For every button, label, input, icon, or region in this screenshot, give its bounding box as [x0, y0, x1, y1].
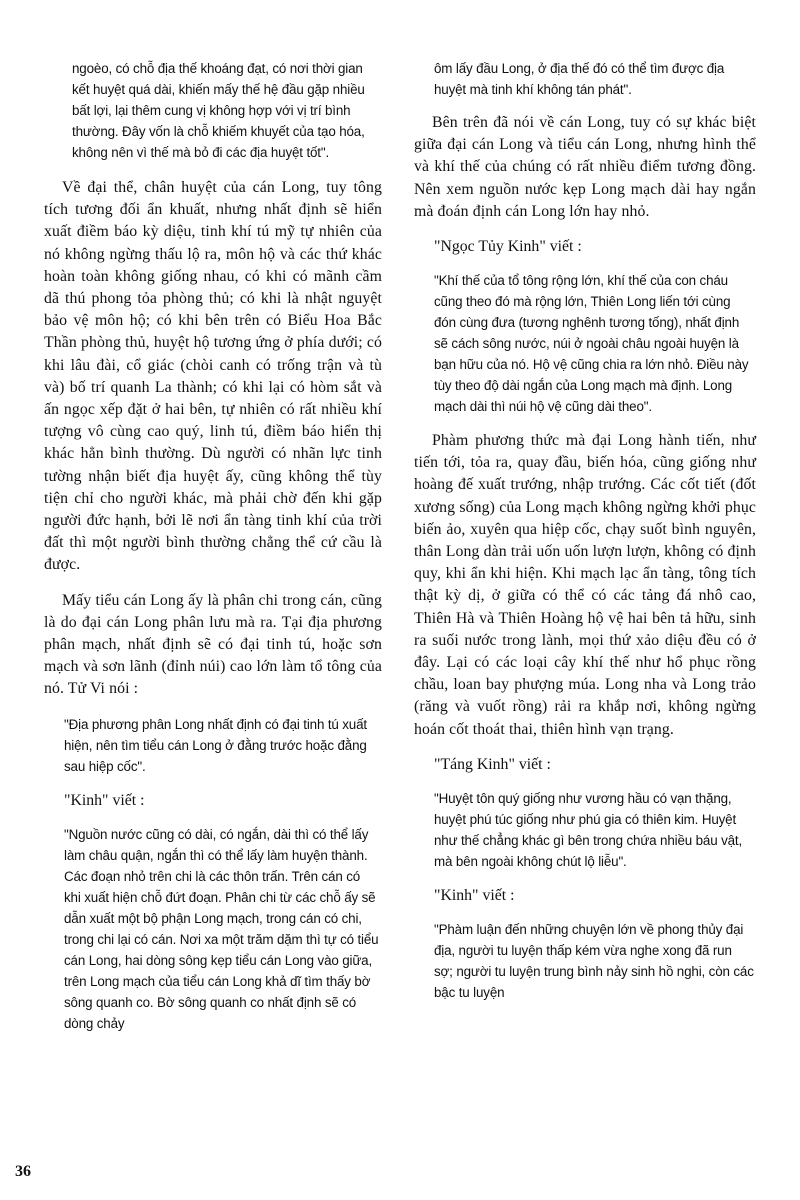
- quote-tang-kinh: "Huyệt tôn quý giống như vương hầu có vạn thặng, huyệt phú túc giống như phú gia có thiên kim. Huyệt như thế chẳng khác gì bên trong chứa nhiều báu vật, mà bên ngoài không chút lộ liễu".: [434, 790, 743, 869]
- quote-continuation: ngoèo, có chỗ địa thế khoáng đạt, có nơi thời gian kết huyệt quá dài, khiến mấy thế hệ đầu gặp nhiều bất lợi, lại thêm cung vị không hợp với vị trí bình thường. Đây vốn là chỗ khiếm khuyết của tạo hóa, không nên vì thế mà bỏ đi các địa huyệt tốt".: [72, 61, 365, 160]
- paragraph: Bên trên đã nói về cán Long, tuy có sự khác biệt giữa đại cán Long và tiểu cán Long, nhưng hình thể và khí thế của chúng có rất nhiều điểm tương đồng. Nên xem nguồn nước kẹp Long mạch dài hay ngắn mà đoán định cán Long lớn hay nhỏ.: [414, 114, 756, 220]
- quote-tu-vi: "Địa phương phân Long nhất định có đại tinh tú xuất hiện, nên tìm tiểu cán Long ở đằng trước hoặc đằng sau hiệp cốc".: [64, 716, 367, 774]
- quote-continuation: ôm lấy đầu Long, ở địa thế đó có thể tìm được địa huyệt mà tinh khí không tán phát".: [434, 61, 725, 97]
- heading-kinh: "Kinh" viết :: [434, 886, 515, 904]
- quote-kinh: "Phàm luận đến những chuyện lớn về phong thủy đại địa, người tu luyện thấp kém vừa nghe xong đã run sợ; người tu luyện trung bình nảy sinh hồ nghi, còn các bậc tu luyện: [434, 921, 754, 1000]
- heading-tang-kinh: "Táng Kinh" viết :: [434, 755, 551, 773]
- paragraph: Mấy tiểu cán Long ấy là phân chi trong cán, cũng là do đại cán Long phân lưu mà ra. Tại địa phương phân mạch, nhất định sẽ có đại tinh tú, hoặc sơn mạch và sơn lãnh (đỉnh núi) cao lớn làm tổ tông của nó. Tử Vi nói :: [44, 591, 382, 698]
- heading-kinh: "Kinh" viết :: [64, 791, 145, 809]
- right-column: [414, 58, 756, 1016]
- paragraph: Phàm phương thức mà đại Long hành tiến, như tiến tới, tỏa ra, quay đầu, biến hóa, cũng giống như hoàng đế xuất trướng, nhập trướng. Các cốt tiết (đốt xương sống) của Long mạch không ngừng khởi phục biến ảo, xuyên qua hiệp cốc, chạy suốt bình nguyên, thân Long dàn trải uốn uốn lượn lượn, không có định quy, khi ẩn khi hiện. Khi mạch lạc ẩn tàng, tông tích thật kỳ dị, ở giữa có thể có các tảng đá nhô cao, Thiên Hà và Thiên Hoàng hộ vệ hai bên tả hữu, sinh ra suối nước trong lành, mọi thứ xảo diệu đều có ở đây. Lại có các loại cây khí thế như hổ phục rồng chầu, loan bay phượng múa. Long nha và Long trảo (răng và vuốt rồng) rải ra khắp nơi, không ngừng hoán cốt thoát thai, thiên hình vạn trạng.: [414, 432, 756, 738]
- paragraph: Về đại thể, chân huyệt của cán Long, tuy tông tích tương đối ẩn khuất, nhưng nhất định sẽ hiển xuất điềm báo kỳ diệu, tinh khí tú mỹ tự nhiên của nó không ngừng thấu lộ ra, môn hộ và các thứ khác hoàn toàn không giống nhau, có khi có mãnh cầm dã thú phong tỏa phòng thủ; có khi là nhật nguyệt bảo vệ môn hộ; có khi bên trên có Biểu Hoa Bắc Thần phòng thủ, huyệt hộ tương ứng ở phía dưới; có khi lâu đài, cổ giác (chòi canh có trống trận và tù và) bố trí quanh La thành; có khi lại có hòm sắt và ấn ngọc xếp đặt ở hai bên, tự nhiên có rất nhiều khí tượng vô cùng cao quý, linh tú, điềm báo hiển thị khác hẳn bình thường. Dù người có nhãn lực tinh tường nhận biết địa huyệt ấy, cũng không thể tùy tiện chỉ cho người khác, mà phải chờ đến khi gặp người đức hạnh, bởi lẽ nơi ẩn tàng tinh khí của trời đất thì một người bình thường chẳng thể cứ cầu là được.: [44, 179, 382, 574]
- quote-ngoc-tuy-kinh: "Khí thế của tổ tông rộng lớn, khí thế của con cháu cũng theo đó mà rộng lớn, Thiên Long liến tới cùng đón cùng đưa (tương nghênh tương tống), nhất định sẽ cách sông nước, núi ở ngoài châu ngoài huyện là bạn hữu của nó. Hộ vệ cũng chia ra lớn nhỏ. Điều này tùy theo độ dài ngắn của Long mạch mà định. Long mạch dài thì núi hộ vệ cũng dài theo".: [434, 273, 749, 415]
- page-number: 36: [15, 1163, 31, 1180]
- quote-kinh: "Nguồn nước cũng có dài, có ngắn, dài thì có thể lấy làm châu quận, ngắn thì có thể lấy làm huyện thành. Các đoạn nhỏ trên chi là các thôn trấn. Trên cán có khi xuất hiện chỗ đứt đoạn. Phân chi từ các chỗ ấy sẽ dẫn xuất một bộ phận Long mạch, trong cán có chi, trong chi lại có cán. Nơi xa một trăm dặm thì tự có tiểu cán Long, hai dòng sông kẹp tiểu cán Long vào giữa, trên Long mạch của tiểu cán Long khả dĩ tìm thấy bờ sông quanh co. Bờ sông quanh co nhất định sẽ có dòng chảy: [64, 826, 379, 1031]
- left-column: [44, 58, 382, 1047]
- heading-ngoc-tuy-kinh: "Ngọc Tủy Kinh" viết :: [434, 238, 582, 256]
